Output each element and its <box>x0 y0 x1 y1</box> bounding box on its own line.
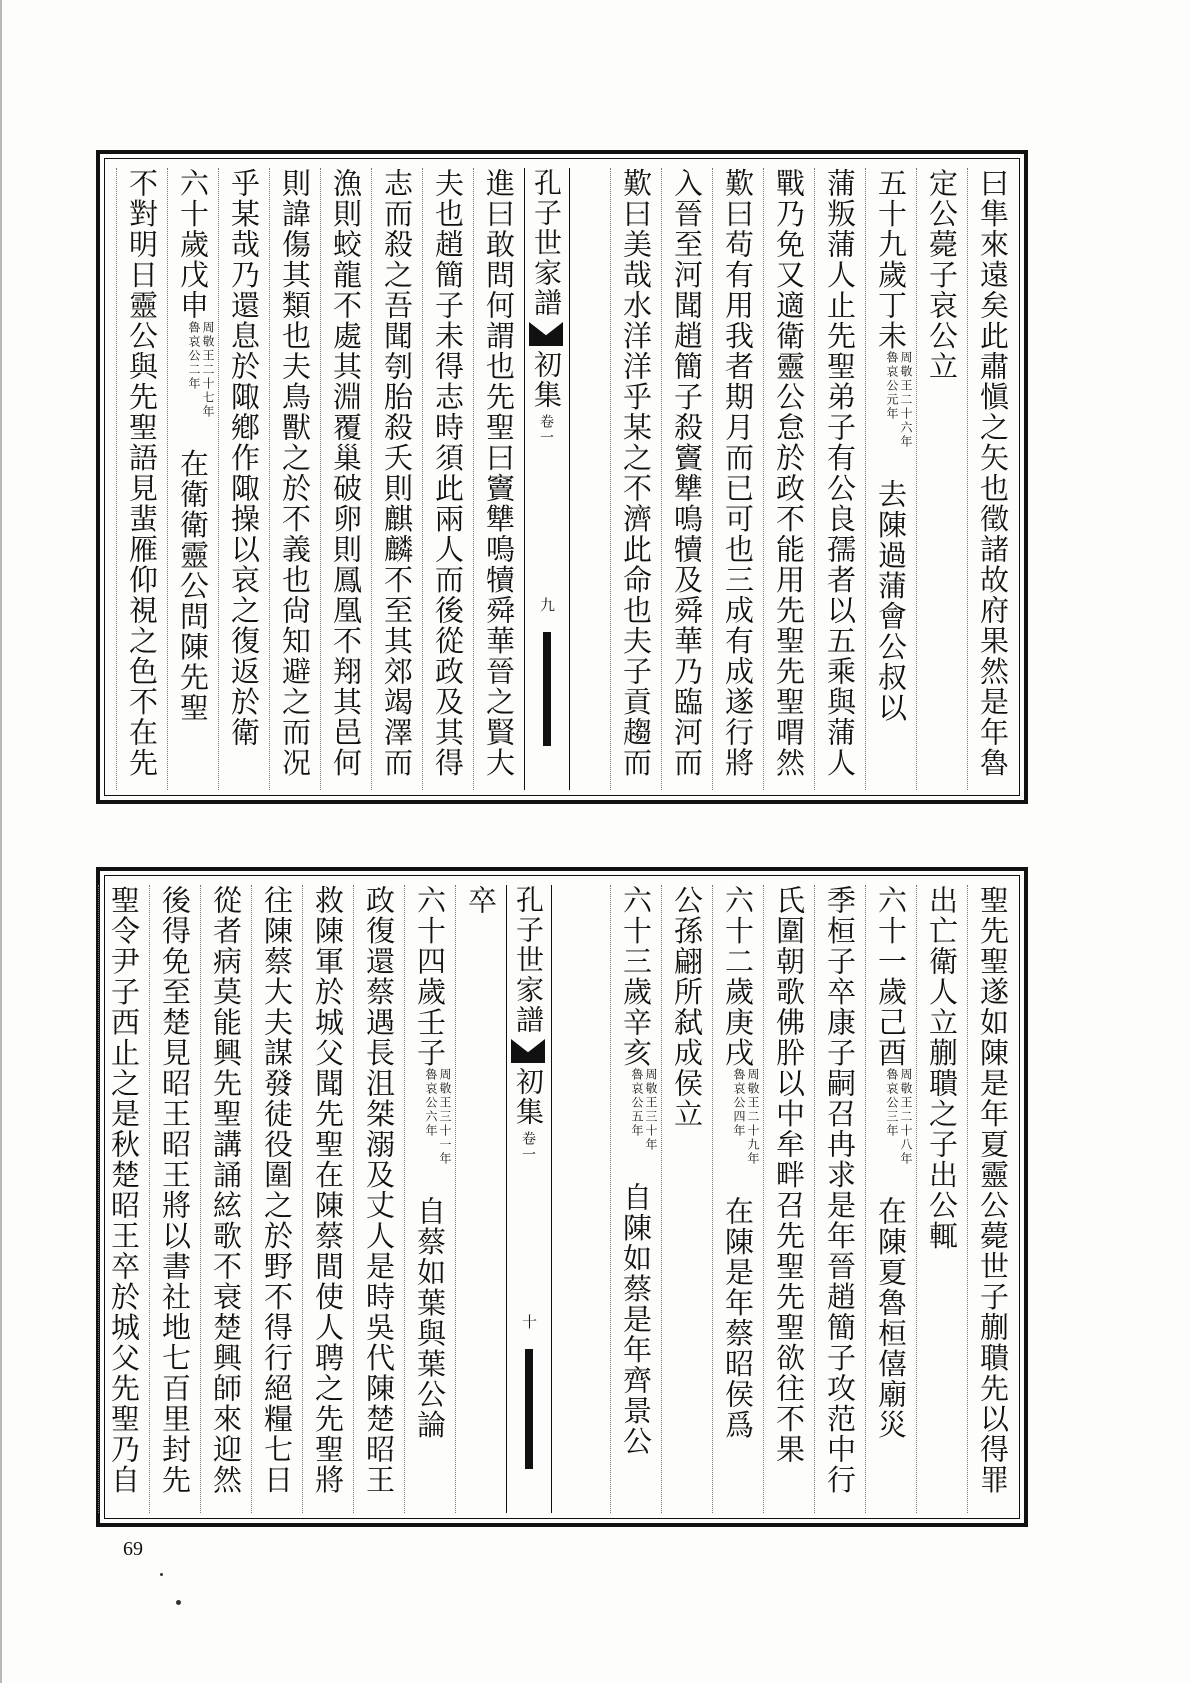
collection-label: 初集 <box>512 1067 545 1127</box>
fish-tail-bar <box>543 632 551 746</box>
text-column: 進曰敢問何謂也先聖曰竇犨鳴犢舜華晉之賢大 <box>473 168 524 790</box>
text-column <box>712 885 763 1513</box>
ink-spot <box>160 1573 163 1576</box>
text-column: 公孫翩所弑成侯立 <box>661 885 712 1513</box>
year-annotation: 周敬王二十八年 魯哀公三年 <box>885 1068 913 1166</box>
folio-number: 十 <box>522 1313 538 1331</box>
year-annotation: 周敬王二十六年 魯哀公元年 <box>885 351 913 449</box>
text-column <box>404 885 455 1513</box>
text-column: 曰隼來遠矣此肅愼之矢也徵諸故府果然是年魯 <box>967 168 1018 790</box>
text-column: 歎曰苟有用我者期月而已可也三成有成遂行將 <box>712 168 763 790</box>
text-column: 入晉至河聞趙簡子殺竇犨鳴犢及舜華乃臨河而 <box>661 168 712 790</box>
bottom-page-block <box>96 867 1028 1527</box>
juan-label: 卷一 <box>520 1131 536 1163</box>
year-annotation: 周敬王二十七年 魯哀公二年 <box>187 320 215 419</box>
text-column: 聖令尹子西止之是秋楚昭王卒於城父先聖乃自 <box>98 885 149 1513</box>
text-column: 定公薨子哀公立 <box>916 168 967 790</box>
text-column: 志而殺之吾聞刳胎殺夭則麒麟不至其郊竭澤而 <box>371 168 422 790</box>
year-annotation: 周敬王三十一年 魯哀公六年 <box>424 1068 452 1166</box>
text-column: 則諱傷其類也夫鳥獸之於不義也尙知避之而况 <box>269 168 320 790</box>
text-column: 出亡衛人立蒯聵之子出公輒 <box>916 885 967 1513</box>
book-title: 孔子世家譜 <box>530 168 563 318</box>
entry-heading: 六十二歲庚戌 <box>721 885 755 1068</box>
text-column: 戰乃免又適衛靈公怠於政不能用先聖先聖喟然 <box>763 168 814 790</box>
text-column: 從者病莫能興先聖講誦絃歌不衰楚興師來迎然 <box>200 885 251 1513</box>
text-column <box>610 885 661 1513</box>
fish-tail-mark <box>511 1039 545 1063</box>
year-annotation: 周敬王二十九年 魯哀公四年 <box>732 1068 760 1166</box>
scan-edge-line <box>0 0 2 1683</box>
year-annotation: 周敬王三十年 魯哀公五年 <box>630 1068 658 1152</box>
text-column <box>865 885 916 1513</box>
text-column: 蒲叛蒲人止先聖弟子有公良孺者以五乘與蒲人 <box>814 168 865 790</box>
entry-heading: 六十歲戊申 <box>176 168 210 321</box>
text-column: 聖先聖遂如陳是年夏靈公薨世子蒯聵先以得罪 <box>967 885 1018 1513</box>
book-title: 孔子世家譜 <box>512 885 545 1035</box>
entry-text: 自陳如蔡是年齊景公 <box>619 1182 653 1457</box>
entry-text: 在衛衛靈公問陳先聖 <box>176 448 210 723</box>
text-column: 夫也趙簡子未得志時須此兩人而後從政及其得 <box>422 168 473 790</box>
text-column: 漁則蛟龍不處其淵覆巢破卵則鳳凰不翔其邑何 <box>320 168 371 790</box>
text-column: 往陳蔡大夫謀發徒役圍之於野不得行絕糧七日 <box>251 885 302 1513</box>
folio-number: 九 <box>540 596 556 614</box>
entry-text: 去陳過蒲會公叔以 <box>874 479 908 723</box>
entry-heading: 六十一歲己酉 <box>874 885 908 1068</box>
entry-text: 在陳是年蔡昭侯爲 <box>721 1196 755 1440</box>
juan-label: 卷一 <box>538 414 554 446</box>
entry-heading: 六十三歲辛亥 <box>619 885 653 1068</box>
text-column: 政復還蔡遇長沮桀溺及丈人是時吳代陳楚昭王 <box>353 885 404 1513</box>
text-column: 氏圍朝歌佛肸以中牟畔召先聖先聖欲往不果 <box>763 885 814 1513</box>
page-number: 69 <box>123 1538 143 1560</box>
text-column <box>167 168 218 790</box>
entry-heading: 六十四歲壬子 <box>413 885 447 1068</box>
entry-text: 在陳夏魯桓僖廟災 <box>874 1196 908 1440</box>
fish-tail-bar <box>525 1349 533 1469</box>
entry-text: 自蔡如葉與葉公論 <box>413 1196 447 1440</box>
text-column: 歎曰美哉水洋洋乎某之不濟此命也夫子貢趨而 <box>610 168 661 790</box>
text-column: 乎某哉乃還息於陬鄕作陬操以哀之復返於衛 <box>218 168 269 790</box>
top-page-block <box>96 150 1028 804</box>
collection-label: 初集 <box>530 350 563 410</box>
entry-heading: 五十九歲丁未 <box>874 168 908 351</box>
ink-spot <box>176 1600 181 1605</box>
text-column: 後得免至楚見昭王昭王將以書社地七百里封先 <box>149 885 200 1513</box>
text-column: 不對明日靈公與先聖語見蜚雁仰視之色不在先 <box>116 168 167 790</box>
text-column: 季桓子卒康子嗣召冉求是年晉趙簡子攻范中行 <box>814 885 865 1513</box>
text-column: 救陳軍於城父聞先聖在陳蔡間使人聘之先聖將 <box>302 885 353 1513</box>
fish-tail-mark <box>529 322 563 346</box>
text-column <box>865 168 916 790</box>
text-column: 卒 <box>455 885 506 1513</box>
